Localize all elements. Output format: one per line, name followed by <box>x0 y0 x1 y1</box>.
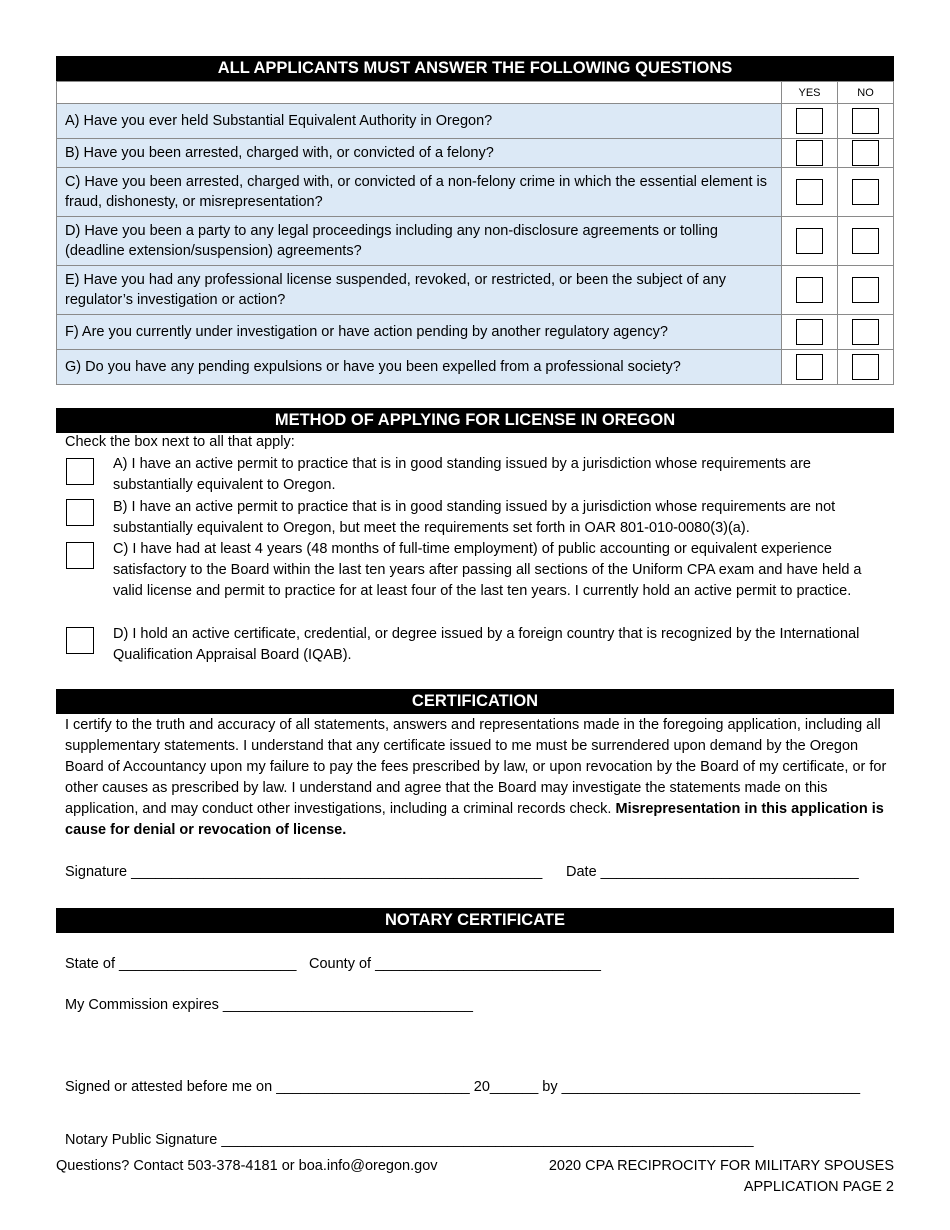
question-f-text: F) Are you currently under investigation or have action pending by another regulatory agency? <box>57 315 782 350</box>
footer-contact: Questions? Contact 503-378-4181 or boa.info@oregon.gov <box>56 1158 438 1174</box>
footer-form-info <box>549 1156 894 1198</box>
question-a-yes-checkbox[interactable] <box>796 108 823 134</box>
method-option-a-text: A) I have an active permit to practice that is in good standing issued by a jurisdiction whose requirements are substantially equivalent to Oregon. <box>113 456 811 493</box>
question-row-f <box>57 315 894 350</box>
question-a-text: A) Have you ever held Substantial Equivalent Authority in Oregon? <box>57 104 782 139</box>
question-row-e <box>57 266 894 315</box>
question-row-g <box>57 350 894 385</box>
method-option-a-checkbox[interactable] <box>66 458 94 485</box>
county-field[interactable]: County of ____________________________ <box>309 956 601 972</box>
misrepresentation-warning: Misrepresentation in this application is cause for denial or revocation of license. <box>65 801 884 838</box>
state-field[interactable]: State of ______________________ <box>65 956 297 972</box>
method-option-d-checkbox[interactable] <box>66 627 94 654</box>
question-d-text: D) Have you been a party to any legal proceedings including any non-disclosure agreements or tolling (deadline extension/suspension) agreements? <box>57 217 782 266</box>
notary-signature-field[interactable]: Notary Public Signature __________________________________________________________________ <box>65 1132 754 1148</box>
method-instructions: Check the box next to all that apply: <box>65 434 295 450</box>
questions-table <box>56 81 894 385</box>
footer-page-label: APPLICATION PAGE 2 <box>743 1179 894 1195</box>
question-e-yes-checkbox[interactable] <box>796 277 823 303</box>
no-column-header: NO <box>838 82 894 104</box>
question-row-b <box>57 139 894 168</box>
question-row-a <box>57 104 894 139</box>
question-c-text: C) Have you been arrested, charged with, or convicted of a non-felony crime in which the essential element is fraud, dishonesty, or misrepresentation? <box>57 168 782 217</box>
certification-statement <box>65 715 891 841</box>
commission-expires-field[interactable]: My Commission expires _______________________________ <box>65 997 473 1013</box>
method-option-d-text: D) I hold an active certificate, credential, or degree issued by a foreign country that is recognized by the International Qualification Appraisal Board (IQAB). <box>113 626 860 663</box>
questions-section-header: ALL APPLICANTS MUST ANSWER THE FOLLOWING QUESTIONS <box>56 56 894 81</box>
method-option-b-text: B) I have an active permit to practice that is in good standing issued by a jurisdiction whose requirements are not substantially equivalent to Oregon, but meet the requirements set forth in OAR 801-010-0080(3)(a). <box>113 499 836 536</box>
signature-field[interactable]: Signature ___________________________________________________ <box>65 864 543 880</box>
footer-form-title: 2020 CPA RECIPROCITY FOR MILITARY SPOUSES <box>548 1158 894 1174</box>
notary-section-header: NOTARY CERTIFICATE <box>56 908 894 933</box>
question-g-no-checkbox[interactable] <box>852 354 879 380</box>
question-e-no-checkbox[interactable] <box>852 277 879 303</box>
question-d-no-checkbox[interactable] <box>852 228 879 254</box>
method-option-b-checkbox[interactable] <box>66 499 94 526</box>
yes-column-header: YES <box>782 82 838 104</box>
question-g-text: G) Do you have any pending expulsions or have you been expelled from a professional society? <box>57 350 782 385</box>
method-section-header: METHOD OF APPLYING FOR LICENSE IN OREGON <box>56 408 894 433</box>
date-field[interactable]: Date ________________________________ <box>566 864 859 880</box>
questions-table-header-row <box>57 82 894 104</box>
question-e-text: E) Have you had any professional license suspended, revoked, or restricted, or been the subject of any regulator’s investigation or action? <box>57 266 782 315</box>
question-row-c <box>57 168 894 217</box>
question-b-text: B) Have you been arrested, charged with, or convicted of a felony? <box>57 139 782 168</box>
question-b-no-checkbox[interactable] <box>852 140 879 166</box>
signed-attested-field[interactable]: Signed or attested before me on ________________________ 20______ by _____________________________________ <box>65 1079 861 1095</box>
method-option-c-text: C) I have had at least 4 years (48 months of full-time employment) of public accounting or equivalent experience satisfactory to the Board within the last ten years after passing all sections of the Uniform CPA exam and have held a valid license and permit to practice for at least four of the last ten years. I currently hold an active permit to practice. <box>113 541 862 599</box>
question-d-yes-checkbox[interactable] <box>796 228 823 254</box>
question-column-header <box>57 82 782 104</box>
question-f-yes-checkbox[interactable] <box>796 319 823 345</box>
question-c-no-checkbox[interactable] <box>852 179 879 205</box>
certification-body: I certify to the truth and accuracy of all statements, answers and representations made in the foregoing application, including all supplementary statements. I understand that any certificate issued to me must be surrendered upon demand by the Oregon Board of Accountancy upon my failure to pay the fees prescribed by law, or upon revocation by the Board of my certificate, or for other causes as prescribed by law. I understand and agree that the Board may investigate the statements made on this application, and may conduct other investigations, including a criminal records check. <box>65 717 887 817</box>
question-c-yes-checkbox[interactable] <box>796 179 823 205</box>
question-a-no-checkbox[interactable] <box>852 108 879 134</box>
question-f-no-checkbox[interactable] <box>852 319 879 345</box>
question-b-yes-checkbox[interactable] <box>796 140 823 166</box>
method-option-c-checkbox[interactable] <box>66 542 94 569</box>
certification-section-header: CERTIFICATION <box>56 689 894 714</box>
question-g-yes-checkbox[interactable] <box>796 354 823 380</box>
question-row-d <box>57 217 894 266</box>
